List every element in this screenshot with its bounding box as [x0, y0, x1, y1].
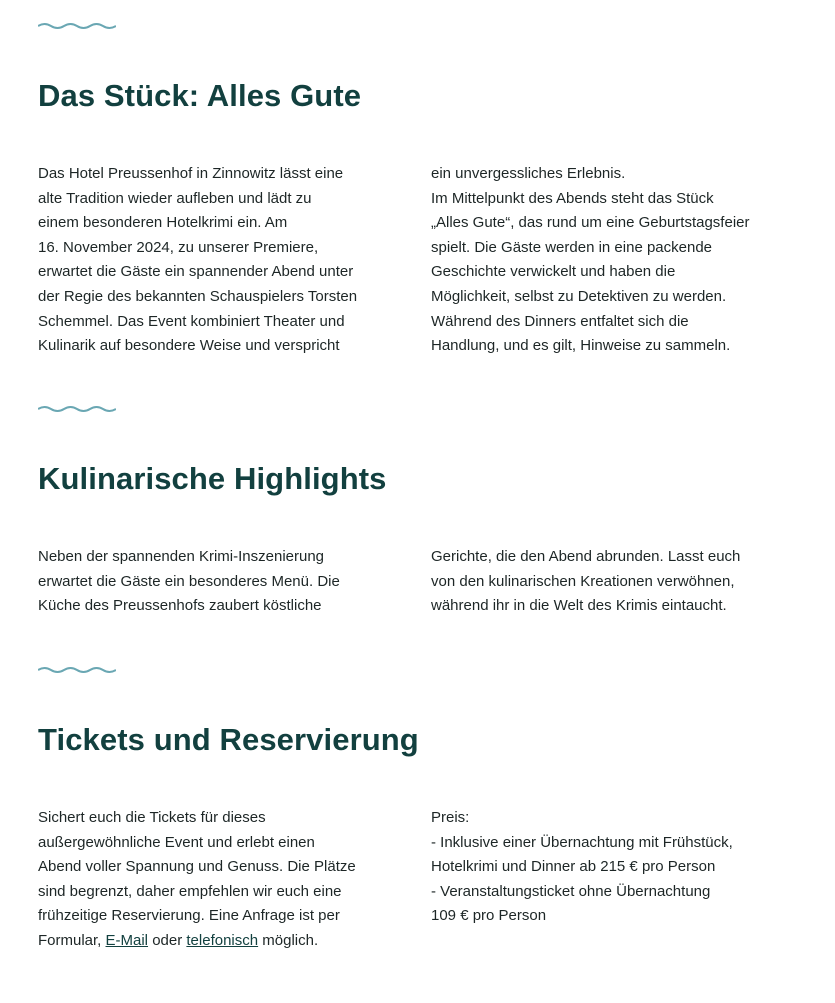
text-line: Küche des Preussenhofs zaubert köstliche — [38, 597, 322, 615]
price-column — [431, 806, 801, 929]
text-line: von den kulinarischen Kreationen verwöhnen, — [431, 572, 735, 590]
text-line-with-links — [38, 929, 398, 954]
text-line: der Regie des bekannten Schauspielers Torsten — [38, 287, 358, 305]
text-line: sind begrenzt, daher empfehlen wir euch eine — [38, 882, 342, 900]
text-line: erwartet die Gäste ein besonderes Menü. Die — [38, 572, 340, 590]
text-line: Abend voller Spannung und Genuss. Die Plätze — [38, 858, 356, 876]
text-line: ein unvergessliches Erlebnis. — [431, 165, 626, 182]
text-column-left — [38, 806, 398, 954]
text-line: Im Mittelpunkt des Abends steht das Stück — [431, 189, 714, 207]
text-column-left — [38, 162, 398, 359]
text-line: „Alles Gute“, das rund um eine Geburtstagsfeier — [431, 214, 750, 232]
text-fragment: oder — [148, 931, 187, 949]
text-line: Hotelkrimi und Dinner ab 215 € pro Person — [431, 858, 716, 876]
section-heading: Kulinarische Highlights — [38, 461, 387, 496]
text-line: einem besonderen Hotelkrimi ein. Am — [38, 214, 288, 232]
text-line: - Inklusive einer Übernachtung mit Frühstück, — [431, 833, 733, 851]
text-line: Gerichte, die den Abend abrunden. Lasst euch — [431, 548, 741, 565]
email-link[interactable]: E-Mail — [105, 931, 149, 949]
text-line: erwartet die Gäste ein spannender Abend unter — [38, 263, 354, 281]
text-line: Möglichkeit, selbst zu Detektiven zu werden. — [431, 287, 727, 305]
text-fragment: möglich. — [258, 931, 319, 949]
text-line: Neben der spannenden Krimi-Inszenierung — [38, 548, 325, 565]
wave-divider-icon — [38, 22, 116, 30]
text-line: alte Tradition wieder aufleben und lädt zu — [38, 189, 312, 207]
text-line: Handlung, und es gilt, Hinweise zu sammeln. — [431, 337, 731, 355]
price-label: Preis: — [431, 809, 470, 826]
text-line: Das Hotel Preussenhof in Zinnowitz lässt eine — [38, 165, 344, 182]
text-column-left — [38, 545, 398, 619]
text-line: frühzeitige Reservierung. Eine Anfrage ist per — [38, 907, 340, 925]
text-column-right — [431, 162, 801, 359]
text-line: 109 € pro Person — [431, 907, 547, 925]
section-heading: Das Stück: Alles Gute — [38, 78, 362, 113]
text-line: Während des Dinners entfaltet sich die — [431, 312, 689, 330]
text-line: spielt. Die Gäste werden in eine packende — [431, 238, 713, 256]
wave-divider-icon — [38, 405, 116, 413]
text-line: Sichert euch die Tickets für dieses — [38, 809, 266, 826]
text-line: Geschichte verwickelt und haben die — [431, 263, 676, 281]
text-fragment: Formular, — [38, 931, 106, 949]
text-line: 16. November 2024, zu unserer Premiere, — [38, 238, 319, 256]
phone-link[interactable]: telefonisch — [186, 931, 259, 949]
text-line: außergewöhnliche Event und erlebt einen — [38, 833, 315, 851]
text-line: während ihr in die Welt des Krimis eintaucht. — [431, 597, 727, 615]
text-line: - Veranstaltungsticket ohne Übernachtung — [431, 882, 711, 900]
section-heading: Tickets und Reservierung — [38, 722, 419, 757]
text-line: Schemmel. Das Event kombiniert Theater und — [38, 312, 345, 330]
text-line: Kulinarik auf besondere Weise und verspricht — [38, 337, 340, 355]
wave-divider-icon — [38, 666, 116, 674]
text-column-right — [431, 545, 801, 619]
